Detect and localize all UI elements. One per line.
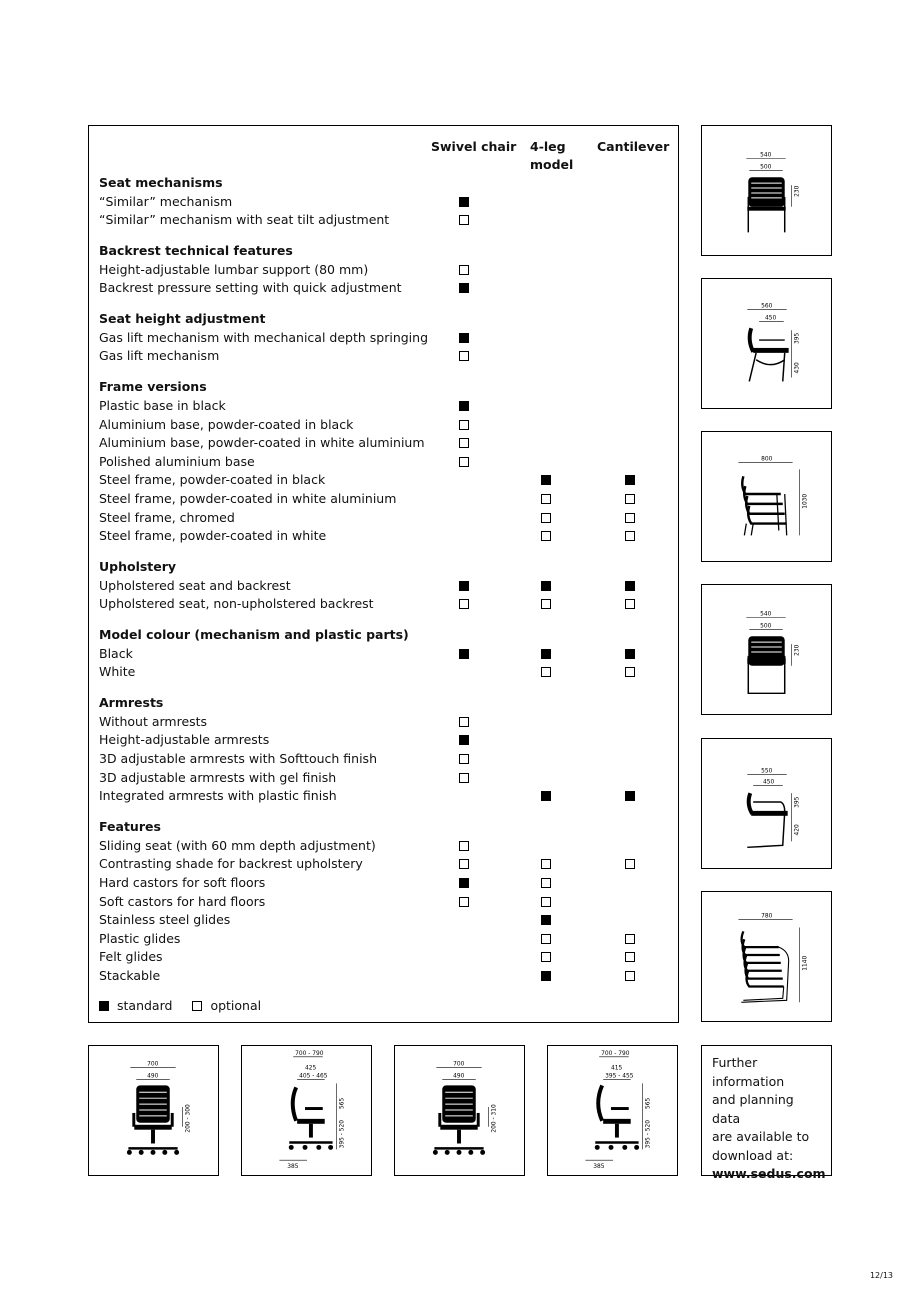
dim-backrest-height: 565 xyxy=(645,1097,652,1110)
column-header-4-leg-line2: model xyxy=(530,157,574,172)
feature-label: Without armrests xyxy=(99,713,208,729)
info-box xyxy=(701,1045,832,1181)
feature-label: Hard castors for soft floors xyxy=(99,874,266,890)
chair-4leg-front-icon xyxy=(702,126,831,255)
dim-height: 230 xyxy=(794,185,801,197)
optional-square-icon xyxy=(625,494,635,504)
drawing-4leg-side xyxy=(701,278,832,409)
optional-square-icon xyxy=(459,265,469,275)
optional-square-icon xyxy=(459,215,469,225)
dim-seat-depth: 425 xyxy=(305,1065,317,1072)
dim-seat-height-range: 395 - 520 xyxy=(339,1120,346,1149)
dim-armrest-height: 200 - 300 xyxy=(185,1104,192,1133)
column-header-4-leg-model xyxy=(530,138,573,174)
dim-width-inner: 500 xyxy=(760,623,772,630)
optional-square-icon xyxy=(459,438,469,448)
feature-label: Upholstered seat, non-upholstered backrest xyxy=(99,596,374,612)
info-line-4: download at: xyxy=(712,1147,794,1163)
cantilevers-stacked-icon xyxy=(702,892,831,1021)
feature-label: Gas lift mechanism with mechanical depth springing xyxy=(99,329,429,345)
section-title: Features xyxy=(99,819,161,835)
standard-square-icon xyxy=(459,581,469,591)
feature-label: Upholstered seat and backrest xyxy=(99,577,291,593)
section-title: Seat mechanisms xyxy=(99,175,223,190)
dim-depth-range: 700 - 790 xyxy=(601,1050,630,1057)
feature-label: Sliding seat (with 60 mm depth adjustment) xyxy=(99,837,376,853)
optional-square-icon xyxy=(541,878,551,888)
feature-label: Integrated armrests with plastic finish xyxy=(99,788,337,804)
dim-depth-outer: 550 xyxy=(761,768,773,775)
feature-label: Plastic base in black xyxy=(99,397,226,413)
dim-seat-width: 490 xyxy=(147,1073,159,1080)
drawing-4leg-front xyxy=(701,125,832,256)
dim-seat-height-range: 395 - 520 xyxy=(645,1120,652,1149)
dim-arm-height: 420 xyxy=(794,824,801,836)
info-line-2: and planning data xyxy=(712,1092,794,1126)
feature-label: Soft castors for hard floors xyxy=(99,893,266,909)
legend-standard-label: standard xyxy=(117,998,173,1013)
feature-label: Aluminium base, powder-coated in black xyxy=(99,416,354,432)
section-title: Seat height adjustment xyxy=(99,311,266,327)
swivel-chair-side-icon xyxy=(242,1046,371,1175)
section-title: Upholstery xyxy=(99,559,177,574)
info-line-1: Further information xyxy=(712,1055,785,1089)
drawing-swivel-front-2 xyxy=(394,1045,525,1176)
dim-depth-range: 700 - 790 xyxy=(295,1050,324,1057)
standard-square-icon xyxy=(459,197,469,207)
feature-label: White xyxy=(99,664,136,680)
optional-square-icon xyxy=(541,934,551,944)
optional-square-icon xyxy=(541,494,551,504)
dim-backrest-height: 565 xyxy=(339,1097,346,1110)
optional-square-icon xyxy=(459,351,469,361)
dim-seat-width: 490 xyxy=(453,1073,465,1080)
optional-square-icon xyxy=(459,841,469,851)
dim-depth-outer: 560 xyxy=(761,303,773,310)
standard-square-icon xyxy=(459,283,469,293)
dim-width-armrests: 700 xyxy=(147,1061,159,1068)
feature-label: Height-adjustable armrests xyxy=(99,732,270,748)
standard-square-icon xyxy=(541,971,551,981)
feature-label: Steel frame, chromed xyxy=(99,509,235,525)
optional-square-icon xyxy=(625,934,635,944)
standard-square-icon xyxy=(459,333,469,343)
optional-square-icon xyxy=(541,667,551,677)
standard-square-icon xyxy=(541,475,551,485)
feature-label: “Similar” mechanism with seat tilt adjustment xyxy=(99,212,390,228)
dim-arm-height: 430 xyxy=(794,362,801,374)
standard-square-icon xyxy=(541,915,551,925)
dim-seat-height: 395 xyxy=(794,796,801,808)
optional-square-icon xyxy=(625,952,635,962)
dim-width-armrests: 700 xyxy=(453,1061,465,1068)
optional-square-icon xyxy=(625,599,635,609)
column-header-cantilever: Cantilever xyxy=(597,139,670,154)
dim-depth-inner: 450 xyxy=(763,779,775,786)
feature-label: Steel frame, powder-coated in black xyxy=(99,472,326,488)
chairs-stacked-icon xyxy=(702,432,831,561)
drawing-swivel-front-1 xyxy=(88,1045,219,1176)
optional-square-icon xyxy=(541,531,551,541)
dim-armrest-height: 200 - 310 xyxy=(491,1104,498,1133)
chair-cantilever-side-icon xyxy=(702,739,831,868)
standard-square-icon xyxy=(459,401,469,411)
optional-square-icon xyxy=(192,1001,202,1011)
standard-square-icon xyxy=(459,878,469,888)
standard-square-icon xyxy=(541,581,551,591)
dim-stack-depth: 780 xyxy=(761,913,773,920)
standard-square-icon xyxy=(541,649,551,659)
swivel-chair-side-icon xyxy=(548,1046,677,1175)
optional-square-icon xyxy=(459,773,469,783)
section-title: Frame versions xyxy=(99,379,207,395)
drawing-cantilever-stacked xyxy=(701,891,832,1022)
optional-square-icon xyxy=(459,897,469,907)
optional-square-icon xyxy=(625,859,635,869)
page-number: 12/13 xyxy=(869,1271,893,1280)
feature-label: Polished aluminium base xyxy=(99,453,255,469)
section-title: Backrest technical features xyxy=(99,243,293,259)
feature-label: Aluminium base, powder-coated in white aluminium xyxy=(99,435,425,451)
optional-square-icon xyxy=(541,599,551,609)
feature-label: Felt glides xyxy=(99,949,163,965)
optional-square-icon xyxy=(459,599,469,609)
drawing-4leg-stacked xyxy=(701,431,832,562)
spec-table xyxy=(88,125,679,1023)
feature-label: 3D adjustable armrests with gel finish xyxy=(99,769,337,785)
feature-label: Gas lift mechanism xyxy=(99,348,220,364)
dim-width-outer: 540 xyxy=(760,152,772,159)
dim-stack-height: 1030 xyxy=(802,493,809,509)
swivel-chair-front-icon xyxy=(395,1046,524,1175)
legend xyxy=(99,997,281,1015)
feature-label: Steel frame, powder-coated in white aluminium xyxy=(99,490,397,506)
standard-square-icon xyxy=(625,791,635,801)
swivel-chair-front-icon xyxy=(89,1046,218,1175)
dim-height: 230 xyxy=(794,644,801,656)
feature-label: Contrasting shade for backrest upholstery xyxy=(99,856,363,872)
feature-label: Backrest pressure setting with quick adjustment xyxy=(99,280,402,296)
column-header-4-leg-line1: 4-leg xyxy=(530,139,566,154)
feature-label: 3D adjustable armrests with Softtouch finish xyxy=(99,751,377,766)
dim-seat-height: 395 xyxy=(794,332,801,344)
section-title: Armrests xyxy=(99,695,164,711)
legend-optional-label: optional xyxy=(210,998,262,1013)
standard-square-icon xyxy=(99,1001,109,1011)
standard-square-icon xyxy=(459,735,469,745)
standard-square-icon xyxy=(625,475,635,485)
feature-label: “Similar” mechanism xyxy=(99,193,233,209)
feature-label: Stainless steel glides xyxy=(99,912,231,928)
website-link[interactable]: www.sedus.com xyxy=(712,1166,826,1181)
info-line-3: are available to xyxy=(712,1129,810,1144)
dim-seat-depth-range: 395 - 455 xyxy=(605,1073,634,1080)
drawing-swivel-side-1 xyxy=(241,1045,372,1176)
optional-square-icon xyxy=(459,457,469,467)
standard-square-icon xyxy=(459,649,469,659)
dim-depth-inner: 450 xyxy=(765,315,777,322)
feature-label: Black xyxy=(99,645,133,661)
feature-label: Steel frame, powder-coated in white xyxy=(99,528,327,544)
optional-square-icon xyxy=(459,420,469,430)
optional-square-icon xyxy=(625,513,635,523)
optional-square-icon xyxy=(459,717,469,727)
optional-square-icon xyxy=(541,952,551,962)
drawing-cantilever-front xyxy=(701,584,832,715)
dim-seat-depth: 415 xyxy=(611,1065,623,1072)
optional-square-icon xyxy=(541,859,551,869)
dim-stack-height: 1140 xyxy=(802,955,809,971)
dim-seat-depth-range: 405 - 465 xyxy=(299,1073,328,1080)
feature-label: Height-adjustable lumbar support (80 mm) xyxy=(99,261,369,277)
optional-square-icon xyxy=(625,667,635,677)
column-header-swivel-chair: Swivel chair xyxy=(431,139,517,154)
feature-label: Plastic glides xyxy=(99,930,181,946)
dim-width-inner: 500 xyxy=(760,164,772,171)
feature-label: Stackable xyxy=(99,967,161,983)
dim-width-outer: 540 xyxy=(760,611,772,618)
drawing-cantilever-side xyxy=(701,738,832,869)
standard-square-icon xyxy=(541,791,551,801)
dim-base-depth: 385 xyxy=(287,1164,299,1171)
drawing-swivel-side-2 xyxy=(547,1045,678,1176)
optional-square-icon xyxy=(459,754,469,764)
optional-square-icon xyxy=(625,531,635,541)
optional-square-icon xyxy=(625,971,635,981)
optional-square-icon xyxy=(541,897,551,907)
standard-square-icon xyxy=(625,649,635,659)
section-title: Model colour (mechanism and plastic parts) xyxy=(99,627,409,643)
standard-square-icon xyxy=(625,581,635,591)
dim-stack-depth: 800 xyxy=(761,456,773,463)
chair-4leg-side-icon xyxy=(702,279,831,408)
dim-base-depth: 385 xyxy=(593,1164,605,1171)
chair-cantilever-front-icon xyxy=(702,585,831,714)
optional-square-icon xyxy=(459,859,469,869)
optional-square-icon xyxy=(541,513,551,523)
